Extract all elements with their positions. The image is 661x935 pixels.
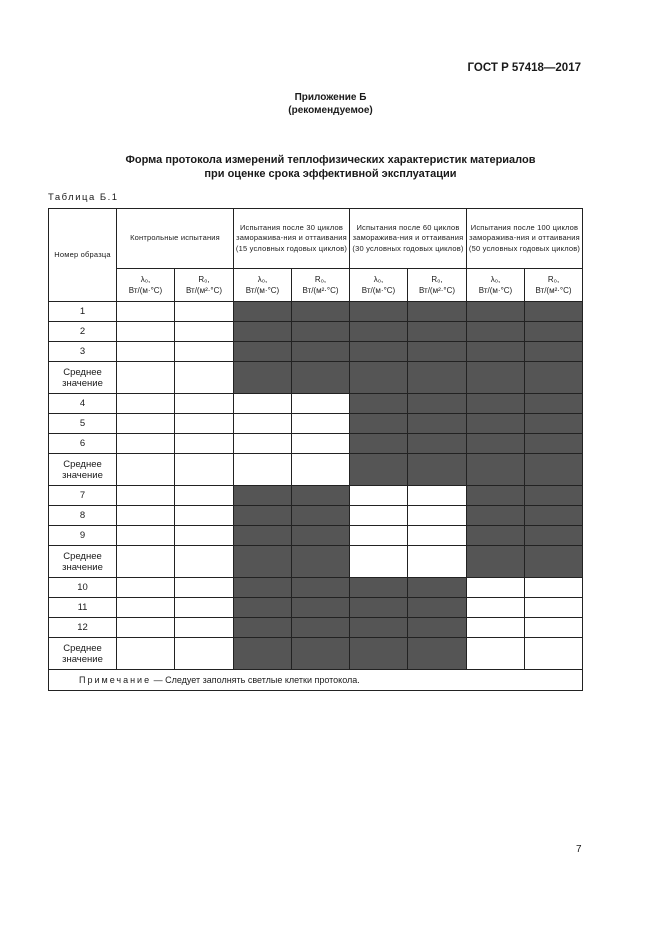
input-cell[interactable]: [175, 506, 234, 526]
input-cell[interactable]: [175, 362, 234, 394]
unit-symbol: R₀,: [198, 275, 210, 284]
input-cell[interactable]: [175, 546, 234, 578]
row-label: Среднее значение: [49, 638, 117, 670]
input-cell[interactable]: [350, 546, 408, 578]
shaded-cell: [408, 598, 467, 618]
input-cell[interactable]: [175, 322, 234, 342]
unit-cell: [234, 269, 292, 302]
input-cell[interactable]: [117, 638, 175, 670]
shaded-cell: [408, 638, 467, 670]
header-row-groups: [49, 209, 583, 269]
unit-label: Вт/(м²·°С): [418, 286, 456, 295]
shaded-cell: [292, 322, 350, 342]
table-row: [49, 302, 583, 322]
unit-symbol: λ₀,: [140, 275, 151, 284]
shaded-cell: [525, 434, 583, 454]
input-cell[interactable]: [175, 486, 234, 506]
unit-cell: [467, 269, 525, 302]
shaded-cell: [292, 618, 350, 638]
table-row: [49, 434, 583, 454]
unit-label: Вт/(м·°С): [478, 286, 513, 295]
table-row: [49, 414, 583, 434]
shaded-cell: [525, 454, 583, 486]
input-cell[interactable]: [467, 618, 525, 638]
input-cell[interactable]: [175, 342, 234, 362]
input-cell[interactable]: [234, 434, 292, 454]
input-cell[interactable]: [175, 638, 234, 670]
table-row: [49, 342, 583, 362]
table-caption: Таблица Б.1: [48, 192, 119, 203]
shaded-cell: [467, 322, 525, 342]
input-cell[interactable]: [117, 506, 175, 526]
shaded-cell: [408, 578, 467, 598]
row-label: 4: [49, 394, 117, 414]
shaded-cell: [467, 414, 525, 434]
input-cell[interactable]: [117, 414, 175, 434]
shaded-cell: [292, 302, 350, 322]
input-cell[interactable]: [117, 598, 175, 618]
shaded-cell: [467, 486, 525, 506]
shaded-cell: [292, 526, 350, 546]
input-cell[interactable]: [175, 434, 234, 454]
note-text: — Следует заполнять светлые клетки протокола.: [151, 675, 360, 685]
page-number: 7: [576, 844, 582, 855]
shaded-cell: [525, 414, 583, 434]
form-title-line-1: Форма протокола измерений теплофизических характеристик материалов: [125, 154, 536, 166]
shaded-cell: [467, 434, 525, 454]
input-cell[interactable]: [175, 578, 234, 598]
unit-symbol: λ₀,: [257, 275, 268, 284]
input-cell[interactable]: [234, 414, 292, 434]
shaded-cell: [525, 322, 583, 342]
shaded-cell: [234, 342, 292, 362]
shaded-cell: [525, 302, 583, 322]
input-cell[interactable]: [467, 598, 525, 618]
standard-designation: ГОСТ Р 57418—2017: [467, 62, 581, 74]
shaded-cell: [234, 638, 292, 670]
unit-label: Вт/(м·°С): [361, 286, 396, 295]
appendix-title: Приложение Б: [294, 92, 367, 103]
shaded-cell: [350, 618, 408, 638]
table-row-average: [49, 546, 583, 578]
row-label: Среднее значение: [49, 454, 117, 486]
row-label: 6: [49, 434, 117, 454]
input-cell[interactable]: [525, 638, 583, 670]
shaded-cell: [350, 454, 408, 486]
input-cell[interactable]: [175, 414, 234, 434]
table-row-average: [49, 362, 583, 394]
shaded-cell: [467, 342, 525, 362]
input-cell[interactable]: [525, 618, 583, 638]
row-label: 12: [49, 618, 117, 638]
header-tests-100-cycles: Испытания после 100 циклов заморажива-ния и оттаивания (50 условных годовых циклов): [467, 209, 583, 269]
row-label: 5: [49, 414, 117, 434]
shaded-cell: [525, 394, 583, 414]
shaded-cell: [467, 546, 525, 578]
unit-symbol: R₀,: [547, 275, 560, 284]
shaded-cell: [467, 362, 525, 394]
input-cell[interactable]: [408, 546, 467, 578]
input-cell[interactable]: [408, 506, 467, 526]
unit-label: Вт/(м·°С): [245, 286, 280, 295]
shaded-cell: [467, 394, 525, 414]
unit-label: Вт/(м²·°С): [185, 286, 223, 295]
table-row: [49, 618, 583, 638]
input-cell[interactable]: [292, 434, 350, 454]
shaded-cell: [292, 486, 350, 506]
row-label: 10: [49, 578, 117, 598]
unit-cell: [350, 269, 408, 302]
unit-symbol: R₀,: [314, 275, 327, 284]
table-row: [49, 598, 583, 618]
input-cell[interactable]: [408, 526, 467, 546]
row-label: 3: [49, 342, 117, 362]
input-cell[interactable]: [117, 302, 175, 322]
shaded-cell: [350, 638, 408, 670]
unit-cell: [117, 269, 175, 302]
shaded-cell: [408, 322, 467, 342]
table-row: [49, 322, 583, 342]
input-cell[interactable]: [234, 394, 292, 414]
unit-label: Вт/(м²·°С): [535, 286, 572, 295]
input-cell[interactable]: [175, 598, 234, 618]
shaded-cell: [350, 342, 408, 362]
shaded-cell: [234, 546, 292, 578]
input-cell[interactable]: [117, 342, 175, 362]
input-cell[interactable]: [292, 414, 350, 434]
unit-cell: [292, 269, 350, 302]
input-cell[interactable]: [117, 434, 175, 454]
row-label: 7: [49, 486, 117, 506]
input-cell[interactable]: [117, 618, 175, 638]
shaded-cell: [234, 302, 292, 322]
table-row: [49, 394, 583, 414]
input-cell[interactable]: [350, 526, 408, 546]
shaded-cell: [408, 618, 467, 638]
row-label: 2: [49, 322, 117, 342]
input-cell[interactable]: [292, 394, 350, 414]
header-row-units: [49, 269, 583, 302]
shaded-cell: [292, 362, 350, 394]
note-row: [49, 670, 583, 691]
table-note: [49, 670, 583, 691]
shaded-cell: [234, 618, 292, 638]
shaded-cell: [234, 526, 292, 546]
input-cell[interactable]: [350, 506, 408, 526]
input-cell[interactable]: [117, 362, 175, 394]
shaded-cell: [234, 362, 292, 394]
input-cell[interactable]: [350, 486, 408, 506]
protocol-table: [48, 208, 583, 691]
unit-cell: [408, 269, 467, 302]
shaded-cell: [234, 486, 292, 506]
input-cell[interactable]: [292, 454, 350, 486]
row-label: 9: [49, 526, 117, 546]
unit-cell: [175, 269, 234, 302]
shaded-cell: [292, 598, 350, 618]
form-title-line-2: при оценке срока эффективной эксплуатации: [204, 168, 457, 180]
shaded-cell: [467, 302, 525, 322]
table-row-average: [49, 454, 583, 486]
shaded-cell: [525, 342, 583, 362]
input-cell[interactable]: [234, 454, 292, 486]
shaded-cell: [292, 578, 350, 598]
shaded-cell: [292, 342, 350, 362]
unit-label: Вт/(м²·°С): [302, 286, 339, 295]
shaded-cell: [234, 598, 292, 618]
input-cell[interactable]: [117, 322, 175, 342]
row-label: Среднее значение: [49, 362, 117, 394]
input-cell[interactable]: [117, 526, 175, 546]
shaded-cell: [408, 394, 467, 414]
row-label: 8: [49, 506, 117, 526]
form-title: [0, 153, 661, 181]
input-cell[interactable]: [525, 598, 583, 618]
shaded-cell: [350, 394, 408, 414]
unit-symbol: R₀,: [431, 275, 443, 284]
shaded-cell: [525, 546, 583, 578]
input-cell[interactable]: [117, 454, 175, 486]
shaded-cell: [525, 506, 583, 526]
shaded-cell: [467, 506, 525, 526]
unit-symbol: λ₀,: [373, 275, 384, 284]
shaded-cell: [350, 578, 408, 598]
shaded-cell: [350, 302, 408, 322]
shaded-cell: [350, 362, 408, 394]
appendix-status: (рекомендуемое): [288, 105, 373, 116]
note-label: Примечание: [79, 675, 152, 685]
input-cell[interactable]: [175, 454, 234, 486]
shaded-cell: [525, 362, 583, 394]
unit-symbol: λ₀,: [490, 275, 501, 284]
table-row: [49, 578, 583, 598]
shaded-cell: [467, 526, 525, 546]
header-tests-60-cycles: Испытания после 60 циклов заморажива-ния и оттаивания (30 условных годовых циклов): [350, 209, 467, 269]
shaded-cell: [408, 454, 467, 486]
input-cell[interactable]: [175, 394, 234, 414]
input-cell[interactable]: [408, 486, 467, 506]
table-row-average: [49, 638, 583, 670]
shaded-cell: [292, 506, 350, 526]
input-cell[interactable]: [467, 638, 525, 670]
shaded-cell: [234, 322, 292, 342]
header-control-tests: Контрольные испытания: [117, 209, 234, 269]
shaded-cell: [350, 322, 408, 342]
unit-label: Вт/(м·°С): [128, 286, 163, 295]
input-cell[interactable]: [117, 578, 175, 598]
input-cell[interactable]: [175, 618, 234, 638]
table-row: [49, 486, 583, 506]
input-cell[interactable]: [117, 486, 175, 506]
shaded-cell: [350, 434, 408, 454]
shaded-cell: [292, 546, 350, 578]
row-label: 11: [49, 598, 117, 618]
shaded-cell: [234, 506, 292, 526]
appendix-heading: [0, 91, 661, 117]
row-label: Среднее значение: [49, 546, 117, 578]
shaded-cell: [408, 302, 467, 322]
input-cell[interactable]: [525, 578, 583, 598]
table-row: [49, 526, 583, 546]
shaded-cell: [408, 434, 467, 454]
header-sample-number: Номер образца: [49, 209, 117, 302]
input-cell[interactable]: [117, 394, 175, 414]
header-tests-30-cycles: Испытания после 30 циклов заморажива-ния и оттаивания (15 условных годовых циклов): [234, 209, 350, 269]
unit-cell: [525, 269, 583, 302]
row-label: 1: [49, 302, 117, 322]
shaded-cell: [408, 342, 467, 362]
shaded-cell: [525, 486, 583, 506]
input-cell[interactable]: [117, 546, 175, 578]
shaded-cell: [350, 414, 408, 434]
shaded-cell: [350, 598, 408, 618]
shaded-cell: [408, 414, 467, 434]
shaded-cell: [234, 578, 292, 598]
shaded-cell: [408, 362, 467, 394]
shaded-cell: [467, 454, 525, 486]
shaded-cell: [292, 638, 350, 670]
input-cell[interactable]: [467, 578, 525, 598]
shaded-cell: [525, 526, 583, 546]
input-cell[interactable]: [175, 302, 234, 322]
input-cell[interactable]: [175, 526, 234, 546]
table-row: [49, 506, 583, 526]
